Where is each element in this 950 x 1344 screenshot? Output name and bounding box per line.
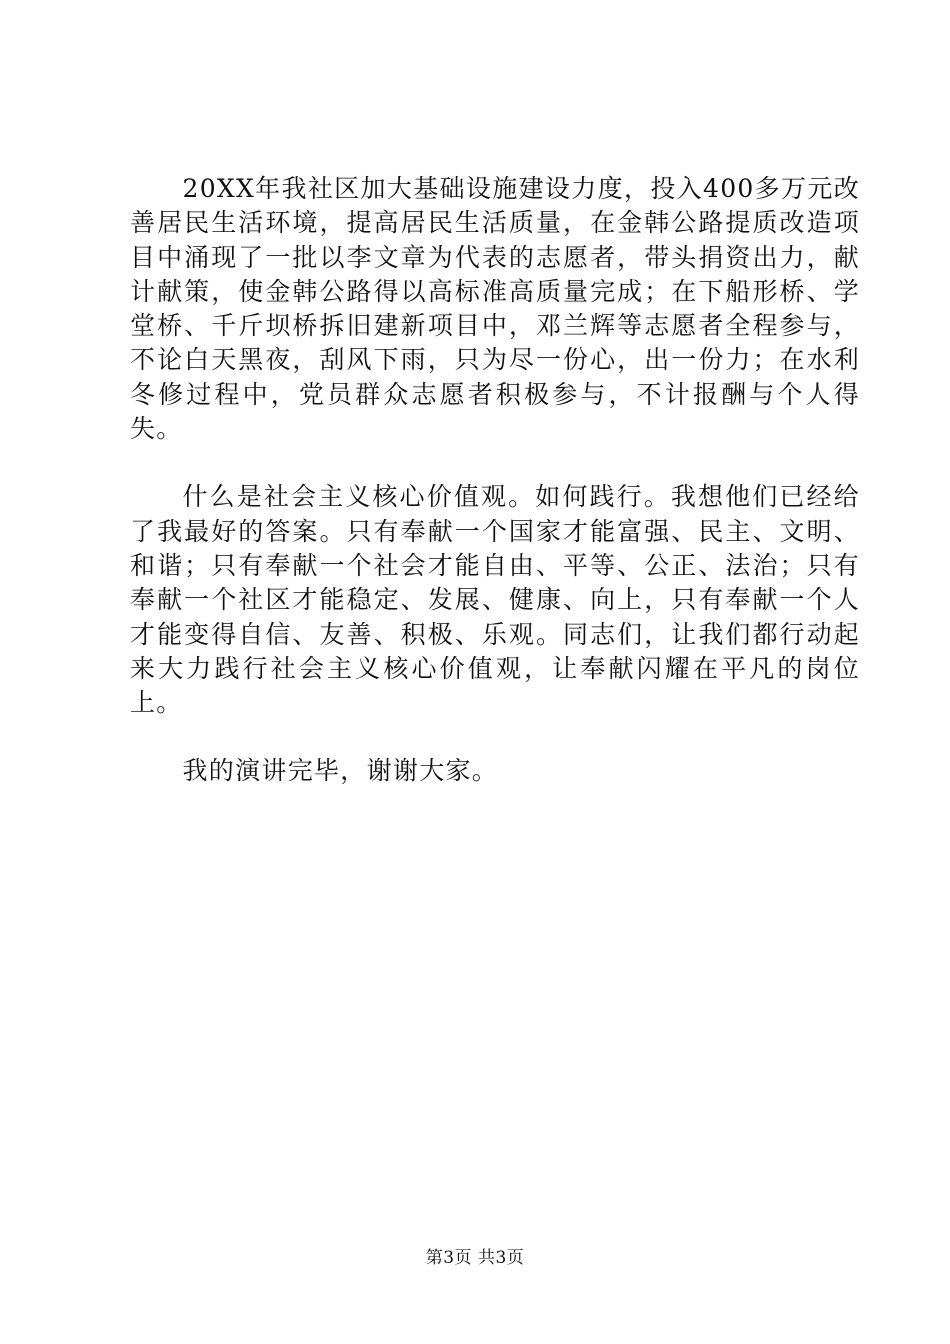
body-text: [130, 172, 860, 789]
paragraph-core-values: 什么是社会主义核心价值观。如何践行。我想他们已经给了我最好的答案。只有奉献一个国家才能富强、民主、文明、和谐；只有奉献一个社会才能自由、平等、公正、法治；只有奉献一个社区才能稳定、发展、健康、向上，只有奉献一个人才能变得自信、友善、积极、乐观。同志们，让我们都行动起来大力践行社会主义核心价值观，让奉献闪耀在平凡的岗位上。: [130, 482, 860, 718]
paragraph-volunteers: 20XX年我社区加大基础设施建设力度，投入400多万元改善居民生活环境，提高居民生活质量，在金韩公路提质改造项目中涌现了一批以李文章为代表的志愿者，带头捐资出力，献计献策，使金韩公路得以高标准高质量完成；在下船形桥、学堂桥、千斤坝桥拆旧建新项目中，邓兰辉等志愿者全程参与，不论白天黑夜，刮风下雨，只为尽一份心，出一份力；在水利冬修过程中，党员群众志愿者积极参与，不计报酬与个人得失。: [130, 174, 860, 444]
paragraph-closing: 我的演讲完毕，谢谢大家。: [182, 756, 499, 786]
page-footer: 第3页 共3页: [425, 1248, 525, 1268]
